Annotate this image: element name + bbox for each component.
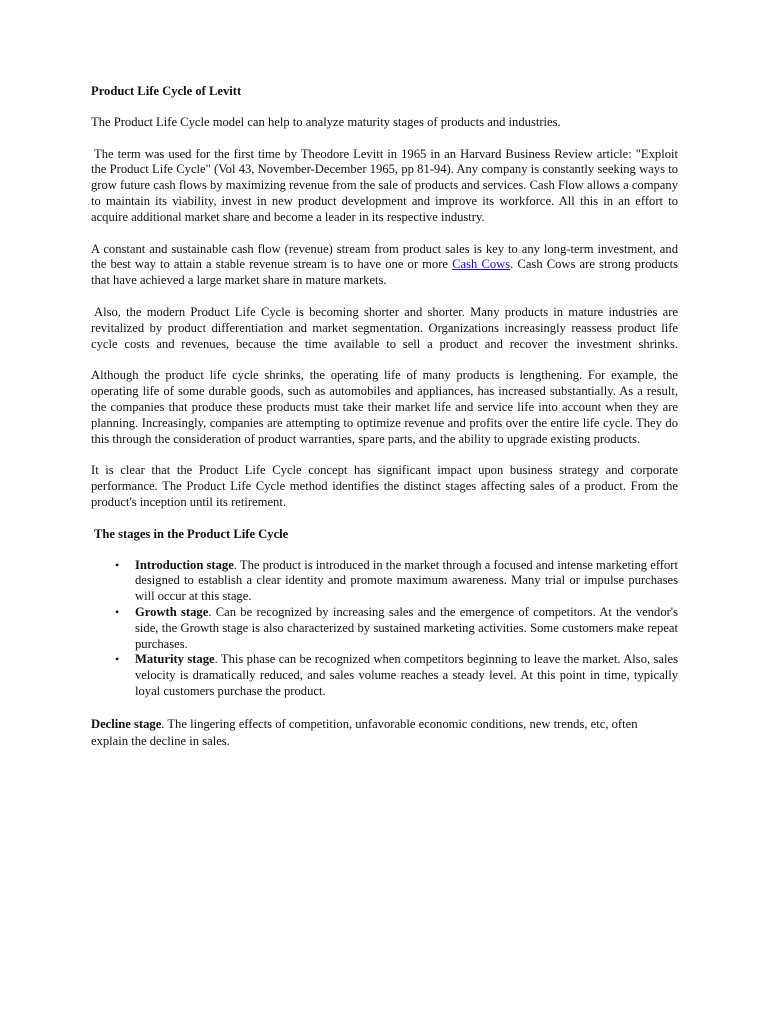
stage-description: . Can be recognized by increasing sales and the emergence of competitors. At the vendor's side, the Growth stage is also characterized by sustained marketing activities. Some customers make repeat purchases. bbox=[135, 604, 678, 651]
cash-cows-link[interactable]: Cash Cows bbox=[452, 257, 511, 272]
stages-list bbox=[91, 558, 678, 700]
stage-name: Maturity stage bbox=[135, 652, 215, 667]
bullet-icon: • bbox=[115, 557, 120, 572]
stage-description: . The product is introduced in the market through a focused and intense marketing effort designed to establish a clear identity and promote maximum awareness. Many trial or impulse purchases will occur at this stage. bbox=[135, 557, 678, 604]
document-body bbox=[91, 84, 678, 750]
cash-flow-text-end: . Cash Cows are strong products that have achieved a large market share in mature markets. bbox=[91, 257, 679, 288]
decline-stage-text: . The lingering effects of competition, unfavorable economic conditions, new trends, etc, often explain the decline in sales. bbox=[91, 716, 638, 748]
bullet-icon: • bbox=[115, 652, 120, 667]
bullet-icon: • bbox=[115, 604, 120, 619]
decline-paragraph bbox=[91, 716, 671, 750]
history-paragraph: The term was used for the first time by Theodore Levitt in 1965 in an Harvard Business Review article: "Exploit the Product Life Cycle" (Vol 43, November-December 1965, pp 81-94). Any company is constantly seeking ways to grow future cash flows by maximizing revenue from the sale of products and services. Cash Flow allows a company to maintain its viability, invest in new product development and improve its workforce. All this in an effort to acquire additional market share and become a leader in its respective industry. bbox=[91, 146, 678, 224]
stages-heading: The stages in the Product Life Cycle bbox=[94, 526, 289, 541]
stage-description: . This phase can be recognized when competitors beginning to leave the market. Also, sales velocity is dramatically reduced, and sales volume reaches a steady level. At this point in time, typically loyal customers purchase the product. bbox=[135, 652, 678, 698]
intro-paragraph: The Product Life Cycle model can help to analyze maturity stages of products and industries. bbox=[91, 114, 561, 129]
operating-life-paragraph: Although the product life cycle shrinks, the operating life of many products is lengthening. For example, the operating life of some durable goods, such as automobiles and appliances, has increased substantially. As a result, the companies that produce these products must take their market life and service life into account when they are planning. Increasingly, companies are attempting to optimize revenue and profits over the entire life cycle. They do this through the consideration of product warranties, spare parts, and the ability to upgrade existing products. bbox=[91, 368, 678, 446]
stage-maturity bbox=[91, 652, 678, 699]
shorter-cycle-paragraph: Also, the modern Product Life Cycle is becoming shorter and shorter. Many products in mature industries are revitalized by product differentiation and market segmentation. Organizations increasingly reassess product life cycle costs and revenues, because the time available to sell a product and recover the investment shrinks. bbox=[91, 304, 678, 351]
cash-flow-text-start: A constant and sustainable cash flow (revenue) stream from product sales is key to any long-term investment, and the best way to attain a stable revenue stream is to have one or more bbox=[91, 241, 678, 272]
decline-stage-name: Decline stage bbox=[91, 716, 162, 731]
document-title: Product Life Cycle of Levitt bbox=[91, 84, 242, 98]
stage-growth bbox=[91, 605, 678, 652]
impact-paragraph: It is clear that the Product Life Cycle concept has significant impact upon business strategy and corporate performance. The Product Life Cycle method identifies the distinct stages affecting sales of a product. From the product's inception until its retirement. bbox=[91, 463, 678, 509]
stage-name: Introduction stage bbox=[135, 557, 234, 572]
stage-name: Growth stage bbox=[135, 604, 209, 619]
cash-flow-paragraph bbox=[91, 242, 678, 289]
stage-introduction bbox=[91, 558, 678, 605]
